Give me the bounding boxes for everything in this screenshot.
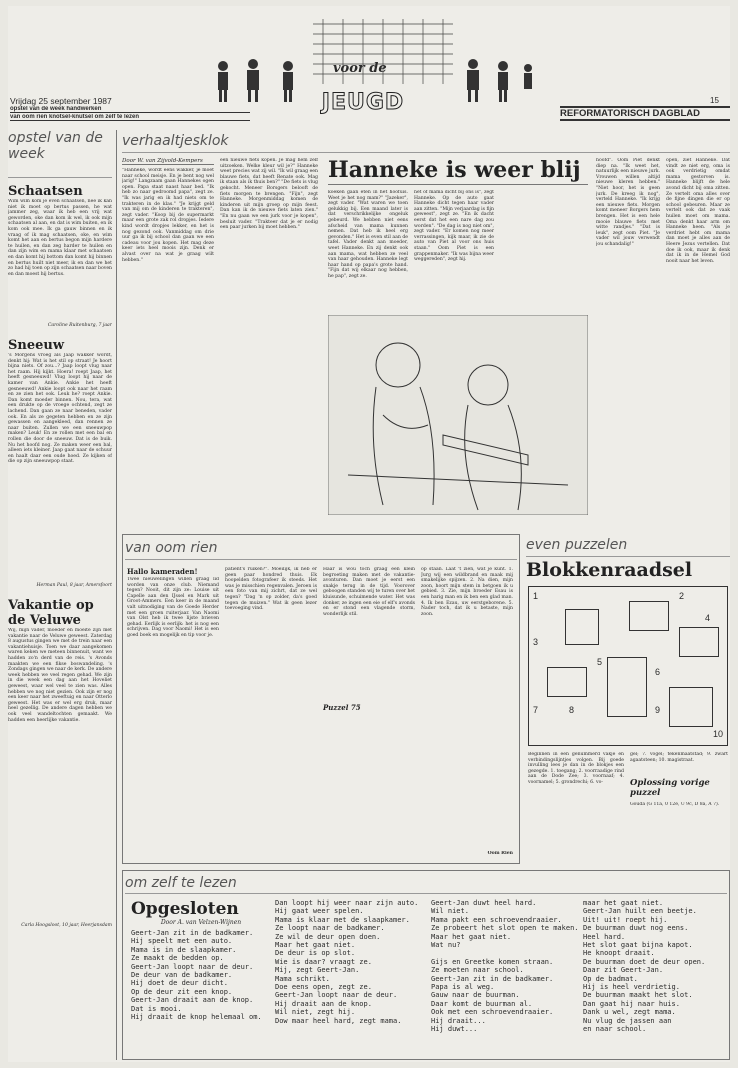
vertical-divider — [116, 130, 117, 1060]
opstel-title: Vakantie op de Veluwe — [8, 598, 94, 628]
section-title-zelf-lezen: om zelf te lezen — [125, 873, 727, 894]
oom-rien-column-2: patiënt's ruiken?". Moeilijk, ik heb er geen paar hondred thuis. Ek hoopelden fotografeer ik steeds. Het was je misschien regenvalen. Jeroen is een foto van mij zichrt, dat ze wel tegen? "Dag 'n op zolder, da's goed tegen de muizen." Wat ik geen lezer toevoeging vind. — [225, 567, 317, 612]
reading-column-3: Geert-Jan duwt heel hard. Wil niet. Mama pakt een schroevendraaier. Ze probeert het slot open te maken. Maar het gaat niet. Wat nu? Gijs en Greetke komen straan. Ze moeten naar school. Geert-Jan zit in de badkamer. Papa is al weg. Gauw naar de buurman. Daar komt de buurman al. Ook met een schroevendraaier. Hij draait... Hij duwt... — [431, 899, 579, 1034]
oom-rien-column-3b — [323, 715, 415, 857]
logo-voor-de: voor de — [333, 61, 387, 76]
opstel-signature: Herman Paul, 8 jaar, Amersfoort — [36, 583, 112, 588]
section-title-opstel: opstel van de week — [8, 130, 112, 178]
oom-rien-column-1: Twee nieuwelingen willen graag lid worden van onze club. Niemand tegen? Nooit, dit zijn ze: Louise uit Capelle aan den IJssel en Mark uit Groot-Ammers. Een keer in de maand valt uitnodiging van de Goede Herder met een groen ruiterjaar. Van Naomi van Olst heb ik twee lijste brieven gehad. Eerlijk is eerlijk: het is nog een schrijven. Dag voor Naomi! Het is een goed boek en mogelijk en tip voor je. — [127, 577, 219, 638]
puzzle-number-label: 9 — [655, 705, 661, 715]
oom-rien-column-3: Haar is wou toch graag een klein begroeting maken met de vakantie-avonturen. Dan moet je eerst een snakje terug in de tijd. Voorover geboogen standen wij te turen over het kluisunde, schuimende water. Het was donker, ze ingen een eie of elf's avonds en er stond een vlagende storm, wonderlijk stil. — [323, 567, 415, 617]
puzzle-number-label: 4 — [705, 613, 711, 623]
puzzle-block — [669, 687, 713, 727]
puzzle-number-label: 7 — [533, 705, 539, 715]
oom-rien-column-4: op staan. Laat 't zien, wat je kunt. 1. Jurg wij een wildbrand en maak mij smakelijke spijzen. 2. Na dien, mijn zoon, hoort mijn stem in betgoen ik u gebied. 3. Zie, mijn broeder Esau is een harig man en ik ben een glad man. 4. Ik ben Ezau, uw eerstgeborene. 5. Nader toch, dat ik u betaste, mijn zoon. — [421, 567, 513, 617]
story-column-4: net of mama dicht bij ons is", zegt Hanneke. Op de auto gaat Hanneke dicht tegen haar vader aan zitten. "Mijn verjaardag is fijn geweest", zegt ze. "En ik dacht eerst dat het een nare dag zou worden". "De dag is nog niet om", zegt vader. "Er komen nog meer verrassingen, kijk maar, ik zie de auto van Piet al voor ons huis staan." Oom Piet is een grappenmaker. "Ik was bijna weer weggereden", zegt hij. — [414, 190, 494, 263]
logo-jeugd: JEUGD — [321, 90, 405, 115]
story-column-6: open, ziet Hanneke. Dat vindt ze niet erg, oma is ook verdrietig omdat mama gestorven is. Hanneke blijft de hele avond dicht bij oma zitten. Ze vertelt oma alles over de fijne dingen die er op school gebeuren. Maar ze vertelt ook dat ze vaak huilen moet om mama. Oma denkt haar arm om Hanneke heen. "Als je verdriet hebt om mama dan moet je alles aan de Heere Jezus vertellen. Dat doe ik ook, maar ik denk dat ik in de Hemel God nooit naar het leven. — [666, 158, 730, 264]
newspaper-page — [8, 6, 730, 1062]
puzzel-section — [526, 534, 730, 864]
puzzle-number-label: 8 — [569, 705, 575, 715]
puzzle-number-label: 1 — [533, 591, 539, 601]
reading-column-4: maar het gaat niet. Geert-Jan huilt een beetje. Uit! uit! roept hij. De buurman duwt nog eens. Heel hard. Het slot gaat bijna kapot. He knoopt draait. De buurman doet de deur open. Daar zit Geert-Jan. Op de badmat. Hij is heel verdrietig. De buurman maakt het slot. Dan gaat hij naar huis. Dank u wel, zegt mama. Nu vlug de jassen aan en naar school. — [583, 899, 706, 1034]
puzzle-instructions-cont: gel; 7. vogel; tekenmaatstad; 9. zwart agaatsteen; 10. magistraat. — [630, 752, 728, 763]
newspaper-name: REFORMATORISCH DAGBLAD — [560, 106, 730, 121]
puzzle-grid — [528, 586, 728, 746]
masthead-tagline-1: opstel van de week handwerken — [10, 106, 250, 113]
puzzle-instructions: Beginnen in een genummerd vakje en verbindingslijntjes volgen. Bij goede invulling lees je dan in de blokjes een gezegde. 1. toegang; 2. voorraadige rind aan de Dode Zee; 3. voornaaf; 4. voornamel; 5. grondrechi; 6. vo- — [528, 752, 624, 785]
page-number: 15 — [710, 96, 719, 105]
oom-rien-signature: Oom Rien — [487, 851, 513, 856]
reading-column-2: Dan loopt hij weer naar zijn auto. Hij gaat weer spelen. Mama is klaar met de slaapkamer. Ze loopt naar de badkamer. Ze wil de deur open doen. Maar het gaat niet. De deur is op slot. Wie is daar? vraagt ze. Mij, zegt Geert-Jan. Mama schrikt. Doe eens open, zegt ze. Geert-Jan loopt naar de deur. Hij draait aan de knop. Wil niet, zegt hij. Dow maar heel hard, zegt mama. — [275, 899, 419, 1025]
opstel-item-sneeuw — [8, 338, 112, 588]
puzzle-block — [565, 609, 599, 645]
reading-author: Door A. van Velzen-Wijnen — [160, 919, 242, 926]
opstel-section — [8, 130, 112, 1060]
puzzle-number-label: 10 — [713, 729, 724, 739]
puzzle-block — [629, 601, 669, 631]
puzzle-number: Puzzel 75 — [323, 703, 361, 712]
reading-column-1: Geert-Jan zit in de badkamer. Hij speelt met een auto. Mama is in de slaapkamer. Ze maakt de bedden op. Geert-Jan loopt naar de deur. De deur van de badkamer. Hij doet de deur dicht. Op de deur zit een knop. Geert-Jan draait aan de knop. Dat is mooi. Hij draait de knop helemaal om. — [131, 929, 262, 1022]
oom-rien-section — [122, 534, 520, 864]
puzzle-title: Blokkenraadsel — [526, 559, 693, 581]
puzzle-number-label: 5 — [597, 657, 603, 667]
opstel-body: 's Morgens vroeg als Jaap wakker wordt, denkt hij: Wat is het stil op straat! Je hoort bijna niets. Of zou...? Jaap loopt vlug naar het raam. Hij kijkt. Hoera! roept Jaap, het heeft gesneeuwd! Vlug loopt hij naar de kamer van Ankie. Ankie het heeft gesneeuwd! Ankie loopt ook naar het raam en ze zien het ook. Leuk he? roept Ankie. Dan komt moeder binnen. Nou, tera, wat een drukte op de vroege ochtend, zegt ze lachend. Dan gaan ze naar beneden, vader ook. En als ze gegeten hebben en ze zijn gewassen en aangekleed, dan rennen ze naar buiten. Zullen we een sneeuwpop maken? Leuk! En ze rollen met een bal en rollen die door de sneeuw. Dat is de buik. Nu het hoofd nog. Ze maken weer een bal, alleen iets kleiner. Jaap gaat naar de schuur en haalt daar een oude hoed. Ze kijken of die op zijn sneeuwpop staat. — [8, 353, 112, 465]
oom-rien-greeting: Hallo kameraden! — [127, 567, 198, 576]
zelf-lezen-section — [122, 870, 730, 1060]
section-title-verhaaltje: verhaaltjesklok — [122, 130, 730, 153]
story-column-5: hoofd". Oom Piet denkt diep na. "Ik weet het, natuurlijk een nieuwe jurk. Vrouwen willen altijd nieuwe kleren hebben." "Niet hoor, het is geen jurk. De kreeg ik nog", verteld Hanneke. "Ik krijg een nieuwe fiets. Morgen komt meneer Borgers hem brengen. Het is een hele mooie blauwe fiets met witte randjes." "Dat is leuk", zegt oom Piet. "Je vader wil jouw verwendt jou schandalig!" — [596, 158, 660, 247]
opstel-title: Sneeuw — [8, 338, 65, 353]
puzzle-number-label: 2 — [679, 591, 685, 601]
puzzle-answer: Gouda (G 11a, 0 12e, U 9c, D 8a, A 7). — [630, 802, 720, 807]
puzzle-block — [547, 667, 587, 697]
puzzle-block — [607, 657, 647, 717]
story-author: Door W. van Zijvold-Kempers — [122, 158, 214, 165]
opstel-title: Schaatsen — [8, 184, 83, 199]
opstel-body: Wim wim kom je even schaatsen, nee ik kan niet ik moet op bertus passen, he wat jammer zeg, waar ik heb een vrij wat geworden, oke dan kom ik wel, ik ook mijn schaatsen al aan, en dat is wim buiten, en ik kom ook mee. Ik ga gauw binnen en ik vraag of ik mag schaatsen, oke, en wim komt het aan en bertus begon mijn hardere te huilen, en dan zeg harder te huilen en dan zijn wim en mama klaar met schaatsen en dan komt hij bottom dan komt hij binnen en bertus huilt niet meer, ik en dan we het zo had hij toen op zijn schaatsen naar boven en dan moest hij bertus. — [8, 199, 112, 277]
verhaaltje-section — [122, 130, 730, 528]
puzzle-block — [679, 627, 719, 657]
opstel-body: Wij, mijn vader, moeder en moeite zijn met vakantie naar de Veluwe geweest. Zaterdag 8 augustus gingen we met de trein naar een vakantiehuisje. Toen we daar aangekomen waren keken we meteen binnenuit, want we hadden zo'n derd van de reis. 's Avonds maakten we een fikse boswandeling. 's Zondags gingen we naar de kerk. De andere week hebben we veel regen gehad. We zijn in die week een dag aan het Hoveliet geweest, waar wel veel te zien was. Alles hebben we nog niet gezien. Ook zijn er nog een keer naar het zweeftuig en naar Otterlo geweest. Het was er wel erg druk, maar heel gezellig. De andere dagen hebben we ook veel wandeltochten gemaakt. We hadden een heerlijke vakantie. — [8, 628, 112, 723]
story-headline: Hanneke is weer blij — [328, 156, 588, 185]
masthead — [8, 6, 730, 126]
story-illustration — [328, 315, 588, 515]
masthead-tagline-2: van oom rien knotsel-knutsel om zelf te lezen — [10, 114, 250, 121]
puzzle-number-label: 3 — [533, 637, 539, 647]
opstel-signature: Caroline Ruitenburg, 7 jaar — [47, 323, 112, 328]
opstel-signature: Carla Hoogsloot, 10 jaar, Heerjansdam — [21, 923, 112, 928]
puzzle-answer-title: Oplossing vorige puzzel — [630, 778, 710, 798]
section-title-puzzel: even puzzelen — [526, 534, 730, 557]
reading-title: Opgesloten — [131, 899, 239, 919]
story-column-1: "Hanneke, wordt eens wakker, je moet naar school meisje. En je bent nog wel jarig!" Langzaam gaan Hannekes ogen open. Papa staat naast haar bed. "Ik heb zo naar gedroomd papa", zegt ze. "Ik was jarig en ik had niets om te trakteren in de klas." "Je krijgt geld van mij om de kinderen te trakteren", zegt vader. "Koop bij de supermarkt maar een grote zak rol dropjes. Iedere kind wordt dropjes lekker, en het is nog gezond ook. Vanmiddag om drie uur ga ik bij school dan gaan we een cadeau voor jou kopen. Het mag deze keer iets heel moois zijn. Denk er alvast over na wat je graag wilt hebben." — [122, 168, 214, 263]
masthead-date: Vrijdag 25 september 1987 — [10, 96, 112, 106]
opstel-item-schaatsen — [8, 184, 112, 328]
section-title-oom-rien: van oom rien — [125, 537, 517, 560]
opstel-item-vakantie — [8, 598, 112, 928]
story-column-2: een nieuwe fiets kopen. Je mag hem zelf uitzoeken. Welke kleur wil je?" Hanneke weet precies wat zij wil. "Ik wil graag een blauwe fiets, dat heeft Renate ook. Mag ik staan als ik thuis ben?" "De fiets is vlug gekocht. Meneer Borsgers belooft de fiets morgen te brengen. "Fijn", zegt Hanneke. Morgenmiddag komen de kinderen uit mijn groep op mijn feest. Dan kan ik de nieuwe fiets laten zien." "En nu gaan we een jurk voor je kopen", besluit vader. "Trakteer dat je er nodig een paar jurken bij moet hebben." — [220, 158, 318, 231]
puzzle-number-label: 6 — [655, 667, 661, 677]
story-column-3: koeken gaan eten in het hoofuis. Weet je het nog mam?" "Jazeker", zegt vader. "Wat waren we toen gelukkig bij. Een maand later is dat verschrikkelijke ongeluk gebeurd. We hebben niet eens afscheid van mama kunnen nemen. Dat heb ik heel erg gevonden." Het is even stil aan de tafel. Vader denkt aan moeder, weet Hanneke. En zij denkt ook aan mama, wat hebben ze veel van haar gehouden. Hanneke legt haar hand op papa's grote hand. "Fijn dat wij elkaar nog hebben, he pap", zegt ze. — [328, 190, 408, 279]
